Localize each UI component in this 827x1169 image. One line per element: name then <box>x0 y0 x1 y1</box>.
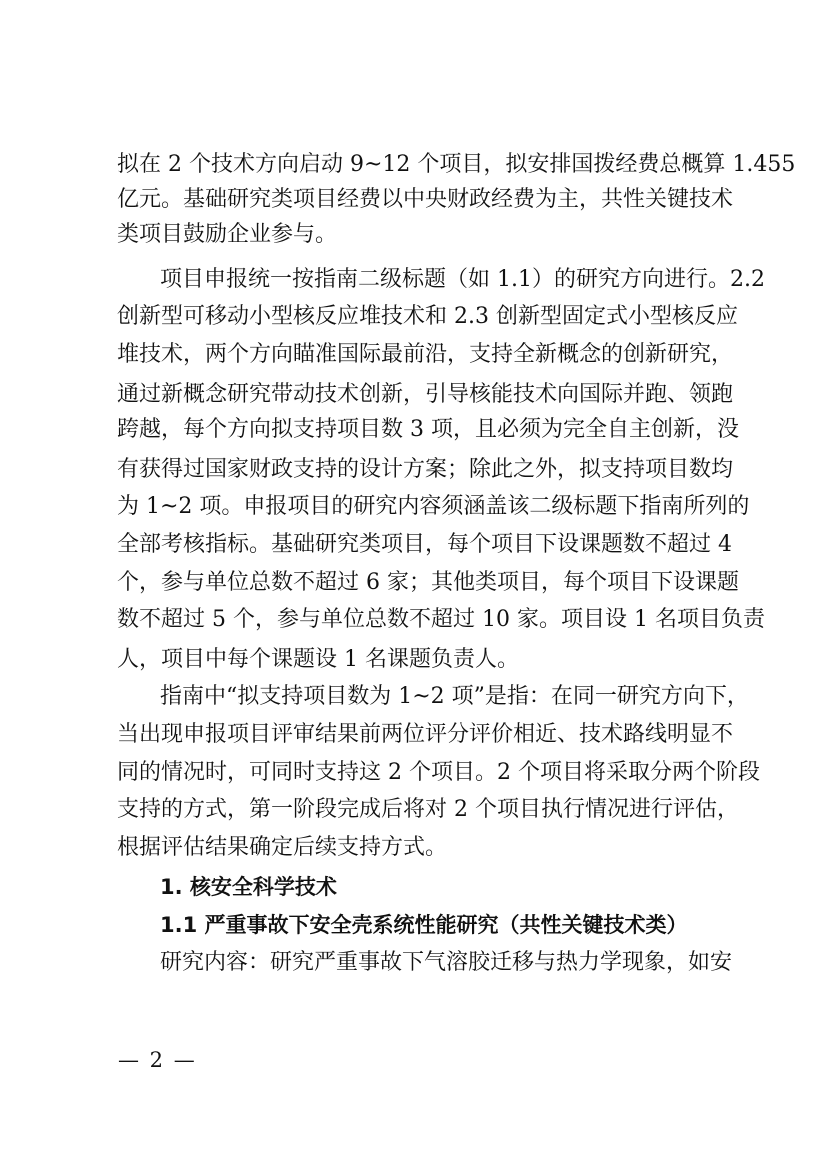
page-number: — 2 — <box>118 1048 197 1072</box>
paragraph-line: 创新型可移动小型核反应堆技术和 2.3 创新型固定式小型核反应 <box>117 304 738 329</box>
paragraph-line: 个，参与单位总数不超过 6 家；其他类项目，每个项目下设课题 <box>117 570 739 595</box>
paragraph-line: 指南中“拟支持项目数为 1~2 项”是指：在同一研究方向下， <box>160 684 749 709</box>
paragraph-line: 人，项目中每个课题设 1 名课题负责人。 <box>117 647 519 672</box>
paragraph-line: 为 1~2 项。申报项目的研究内容须涵盖该二级标题下指南所列的 <box>117 494 750 519</box>
paragraph-line: 当出现申报项目评审结果前两位评分评价相近、技术路线明显不 <box>117 722 734 747</box>
paragraph-line: 数不超过 5 个，参与单位总数不超过 10 家。项目设 1 名项目负责 <box>117 607 765 632</box>
paragraph-line: 研究内容：研究严重事故下气溶胶迁移与热力学现象，如安 <box>160 950 733 975</box>
paragraph-line: 拟在 2 个技术方向启动 9~12 个项目，拟安排国拨经费总概算 1.455 <box>117 152 796 177</box>
paragraph-line: 堆技术，两个方向瞄准国际最前沿，支持全新概念的创新研究， <box>117 342 734 367</box>
paragraph-line: 亿元。基础研究类项目经费以中央财政经费为主，共性关键技术 <box>117 187 734 212</box>
paragraph-line: 通过新概念研究带动技术创新，引导核能技术向国际并跑、领跑 <box>117 382 734 407</box>
paragraph-line: 全部考核指标。基础研究类项目，每个项目下设课题数不超过 4 <box>117 532 732 557</box>
paragraph-line: 同的情况时，可同时支持这 2 个项目。2 个项目将采取分两个阶段 <box>117 760 760 785</box>
subsection-heading: 1.1 严重事故下安全壳系统性能研究（共性关键技术类） <box>160 913 688 937</box>
paragraph-line: 支持的方式，第一阶段完成后将对 2 个项目执行情况进行评估， <box>117 797 739 822</box>
paragraph-line: 类项目鼓励企业参与。 <box>117 222 338 247</box>
paragraph-line: 根据评估结果确定后续支持方式。 <box>117 835 448 860</box>
section-heading: 1. 核安全科学技术 <box>160 875 337 899</box>
paragraph-line: 跨越，每个方向拟支持项目数 3 项，且必须为完全自主创新，没 <box>117 417 739 442</box>
paragraph-line: 有获得过国家财政支持的设计方案；除此之外，拟支持项目数均 <box>117 457 734 482</box>
paragraph-line: 项目申报统一按指南二级标题（如 1.1）的研究方向进行。2.2 <box>160 267 765 292</box>
